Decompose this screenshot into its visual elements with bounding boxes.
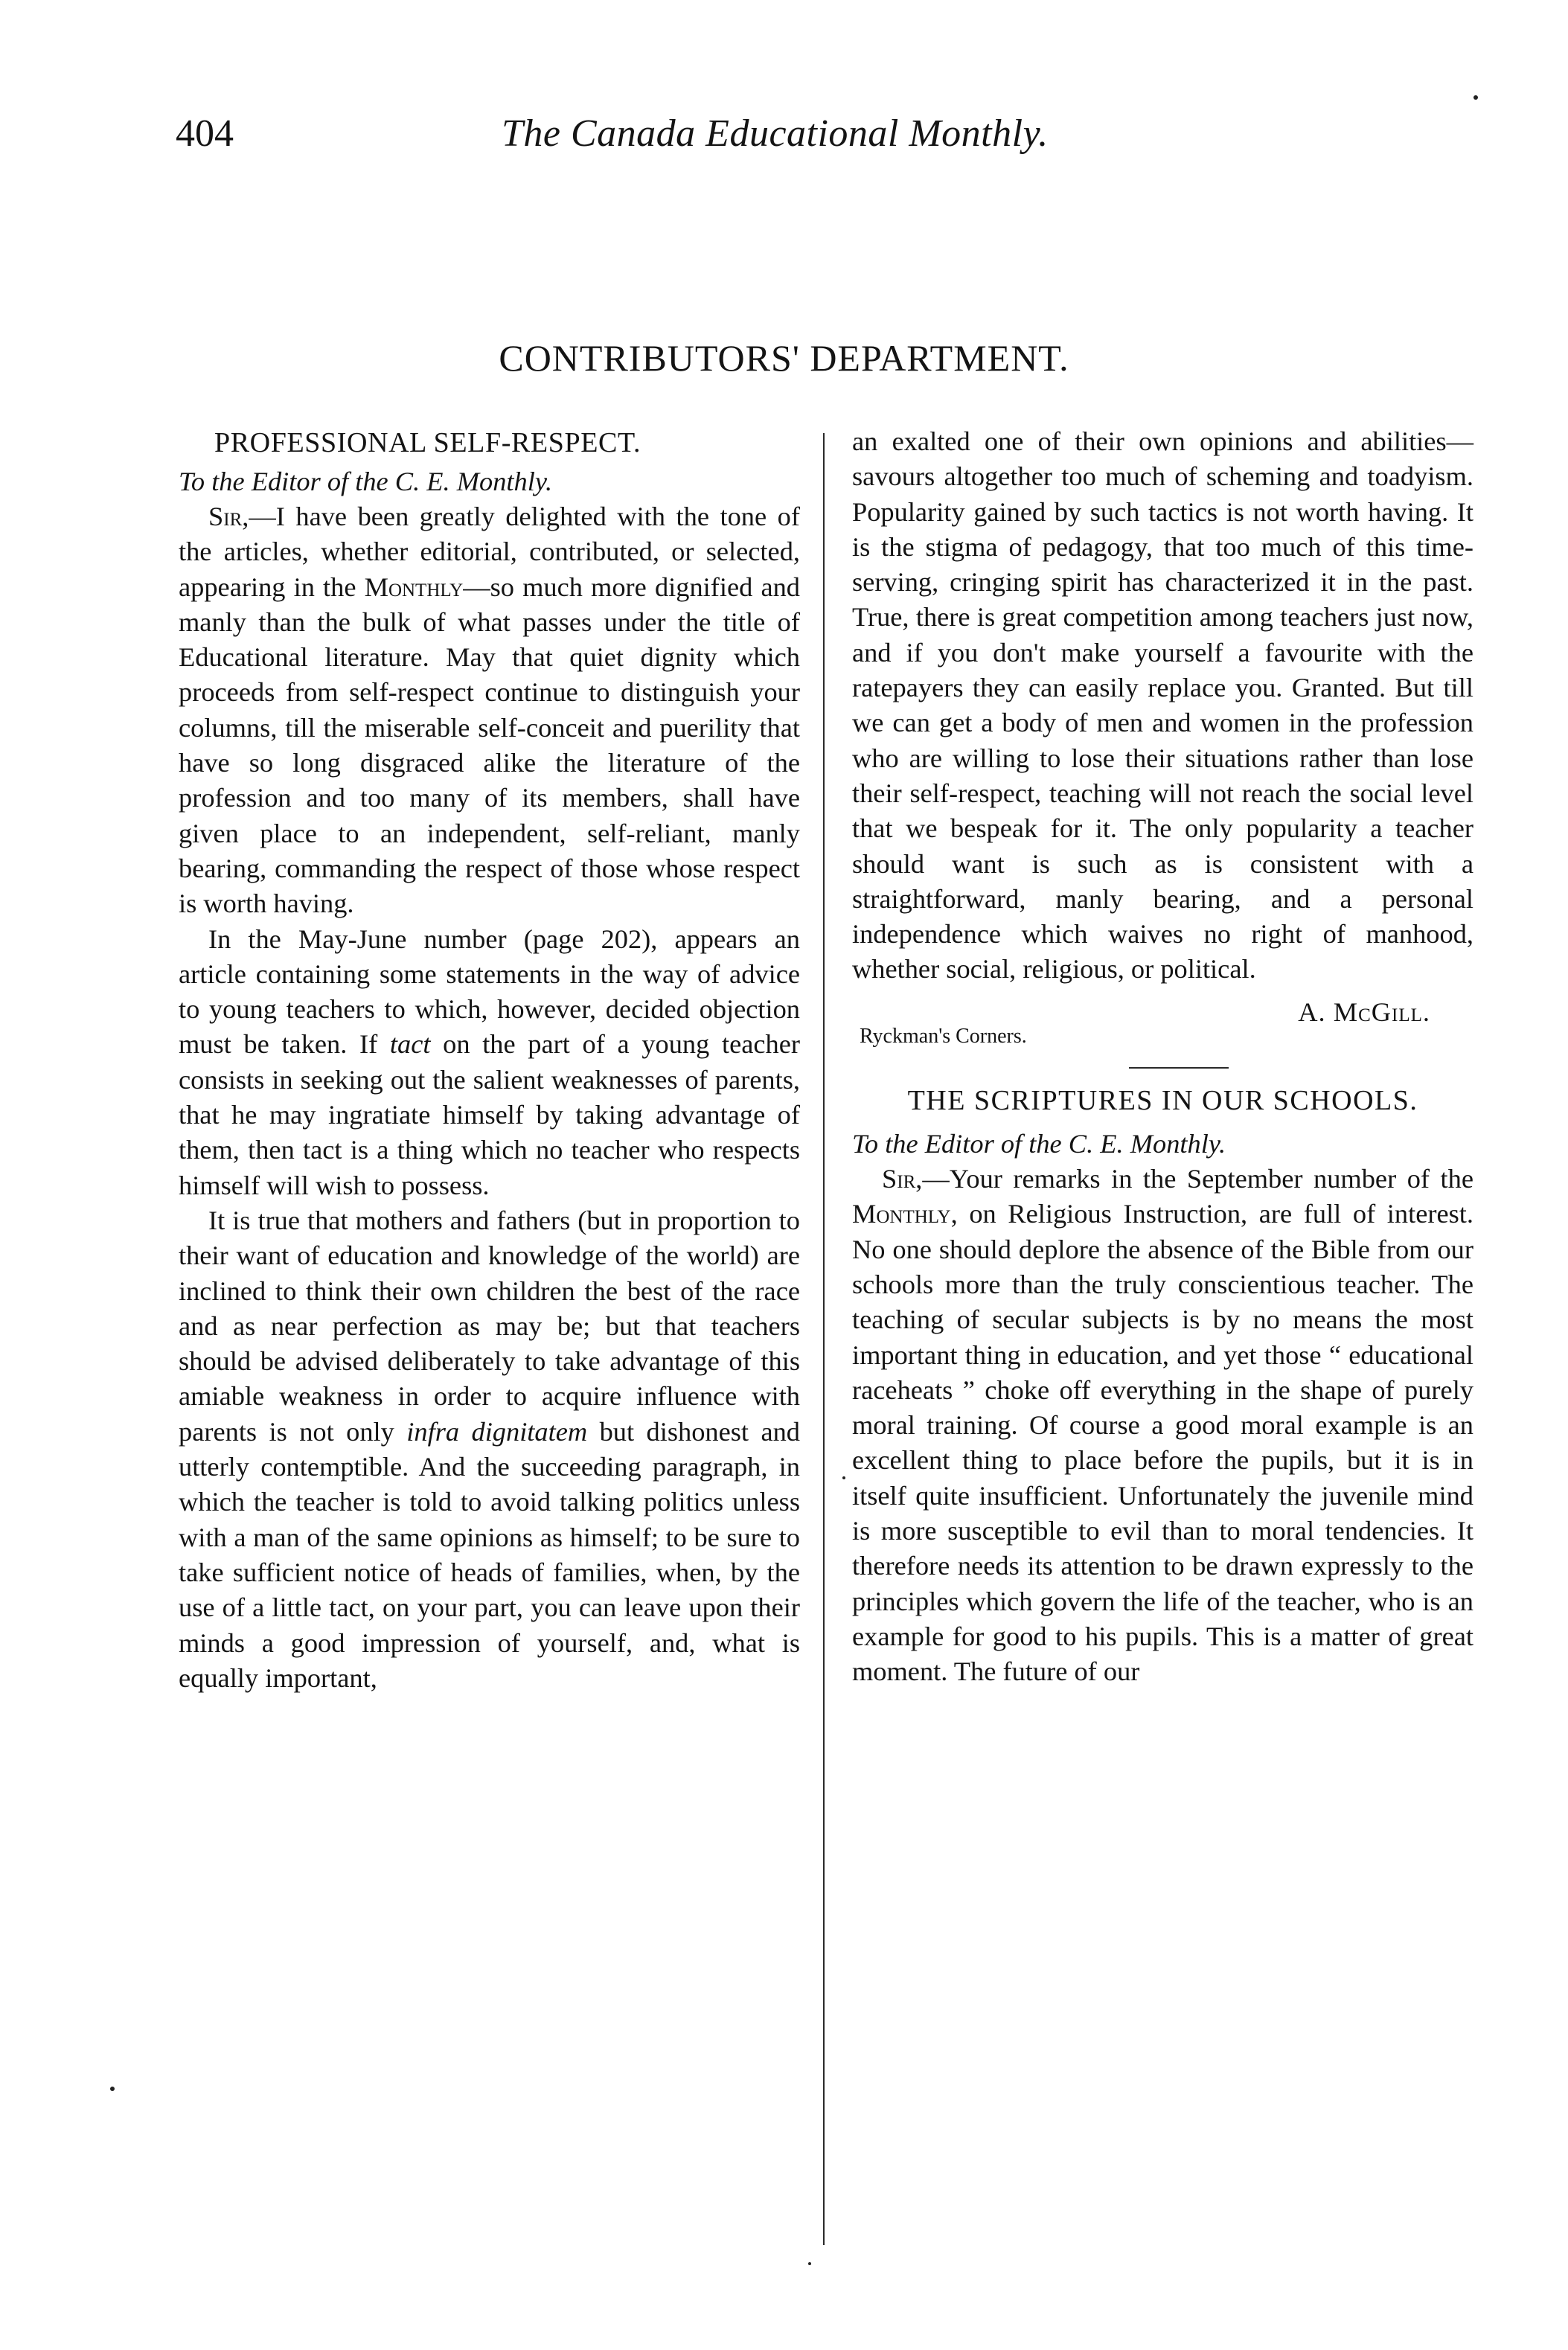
- running-head: [176, 104, 1478, 164]
- salutation-sir: Sir,: [882, 1164, 923, 1194]
- paragraph: Sir,—Your remarks in the September number of the Monthly, on Religious Instruction, are full of interest. No one should deplore the absence of the Bible from our schools more than the truly conscientious teacher. The teaching of secular subjects is by no means the most important thing in education, and yet those “ educational raceheats ” choke off everything in the shape of purely moral training. Of course a good moral example is an excellent thing to place before the pupils, but it is in itself quite insufficient. Unfortunately the juvenile mind is more susceptible to evil than to moral tendencies. It therefore needs its attention to be drawn expressly to the principles which govern the life of the teacher, who is an example for good to his pupils. This is a matter of great moment. The future of our: [852, 1164, 1473, 1687]
- article-heading-professional-self-respect: PROFESSIONAL SELF-RESPECT.: [214, 427, 641, 458]
- article-heading-scriptures: THE SCRIPTURES IN OUR SCHOOLS.: [907, 1085, 1418, 1117]
- monthly-name: Monthly: [364, 572, 464, 602]
- print-speck: [110, 2087, 115, 2091]
- paragraph-continued: an exalted one of their own opinions and abilities—savours altogether too much of scheming and toadyism. Popularity gained by such tactics is not worth having. It is the stigma of pedagogy, that too much of this time-serving, cringing spirit has characterized it in the past. True, there is great competition among teachers just now, and if you don't make yourself a favourite with the ratepayers they can easily replace you. Granted. But till we can get a body of men and women in the profession who are willing to lose their situations rather than lose their self-respect, teaching will not reach the social level that we bespeak for it. The only popularity a teacher should want is such as is consistent with a straightforward, manly bearing, and a personal independence which waives no right of manhood, whether social, religious, or political.: [852, 426, 1473, 984]
- place-line: Ryckman's Corners.: [860, 1025, 1027, 1048]
- department-title: CONTRIBUTORS' DEPARTMENT.: [499, 337, 1069, 379]
- section-divider: [1129, 1067, 1229, 1069]
- page-number: 404: [176, 112, 234, 155]
- salutation-line: To the Editor of the C. E. Monthly.: [852, 1129, 1226, 1159]
- print-speck: [1473, 95, 1478, 100]
- paragraph: In the May-June number (page 202), appears an article containing some statements in the way of advice to young teachers to which, however, decided objection must be taken. If tact on the part of a young teacher consists in seeking out the salient weaknesses of parents, that he may ingratiate himself by taking advantage of them, then tact is a thing which no teacher who respects himself will wish to possess.: [179, 923, 800, 1200]
- print-speck: [842, 1476, 845, 1479]
- journal-title: The Canada Educational Monthly.: [502, 112, 1049, 155]
- salutation-line: To the Editor of the C. E. Monthly.: [179, 467, 553, 496]
- emphasis-infra-dignitatem: infra dignitatem: [406, 1416, 588, 1447]
- emphasis-tact: tact: [389, 1029, 431, 1060]
- salutation-sir: Sir,: [208, 502, 249, 531]
- left-column: [179, 424, 800, 1696]
- right-column: [852, 424, 1473, 1690]
- monthly-name: Monthly: [852, 1199, 951, 1229]
- print-speck: [808, 2262, 811, 2265]
- paragraph: It is true that mothers and fathers (but in proportion to their want of education and knowledge of the world) are inclined to think their own children the best of the race and as near perfection as may be; but that teachers should be advised deliberately to take advantage of this amiable weakness in order to acquire influence with parents is not only infra dignitatem but dishonest and utterly contemptible. And the succeeding paragraph, in which the teacher is told to avoid talking politics unless with a man of the same opinions as himself; to be sure to take sufficient notice of heads of families, when, by the use of a little tact, on your part, you can leave upon their minds a good impression of yourself, and, what is equally important,: [179, 1205, 800, 1693]
- column-rule: [823, 433, 825, 2245]
- paragraph: Sir,—I have been greatly delighted with the tone of the articles, whether editorial, contributed, or selected, appearing in the Monthly—so much more dignified and manly than the bulk of what passes under the title of Educational literature. May that quiet dignity which proceeds from self-respect continue to distinguish your columns, till the miserable self-conceit and puerility that have so long disgraced alike the literature of the profession and too many of its members, shall have given place to an independent, self-reliant, manly bearing, commanding the respect of those whose respect is worth having.: [179, 502, 800, 919]
- signature: A. McGill.: [1298, 996, 1430, 1027]
